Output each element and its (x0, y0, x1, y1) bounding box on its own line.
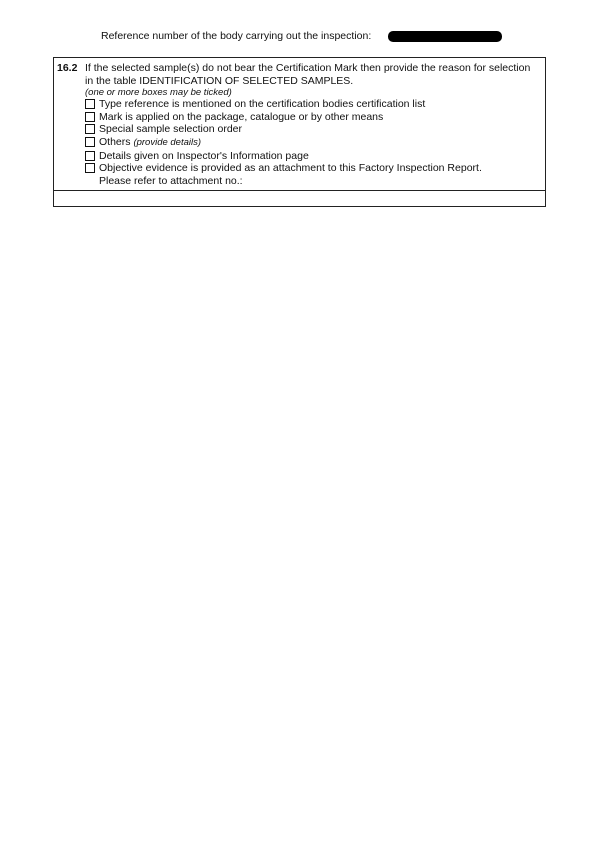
option-label: Type reference is mentioned on the certification bodies certification list (99, 98, 426, 111)
checkbox[interactable] (85, 151, 95, 161)
reference-line (101, 30, 371, 42)
section-question: If the selected sample(s) do not bear the Certification Mark then provide the reason for selection in the table IDENTIFICATION OF SELECTED SAMPLES. (85, 62, 531, 87)
option-label: Special sample selection order (99, 123, 242, 136)
section-content (85, 62, 541, 187)
redacted-reference-value (388, 31, 502, 42)
option-label: Mark is applied on the package, catalogue or by other means (99, 110, 384, 123)
checkbox[interactable] (85, 163, 95, 173)
checkbox[interactable] (85, 99, 95, 109)
option-sub-label: Please refer to attachment no.: (99, 174, 243, 187)
option-note: (provide details) (133, 136, 202, 148)
option-label: Details given on Inspector's Information page (99, 149, 309, 162)
option-type-reference[interactable] (85, 98, 541, 111)
reference-label: Reference number of the body carrying out the inspection: (101, 30, 372, 42)
checkbox[interactable] (85, 124, 95, 134)
option-others[interactable] (85, 136, 541, 150)
option-inspector-info[interactable] (85, 150, 541, 163)
option-special-order[interactable] (85, 123, 541, 136)
option-mark-applied[interactable] (85, 111, 541, 124)
option-label: Others (99, 135, 131, 148)
option-others-text (99, 136, 541, 150)
option-label: Objective evidence is provided as an attachment to this Factory Inspection Report. (99, 162, 482, 175)
section-hint: (one or more boxes may be ticked) (85, 87, 232, 99)
frame-divider (54, 190, 545, 191)
checkbox[interactable] (85, 112, 95, 122)
section-number: 16.2 (57, 62, 78, 74)
checkbox[interactable] (85, 137, 95, 147)
section-16-2-frame (53, 57, 546, 207)
option-objective-text (99, 162, 541, 187)
option-objective-evidence[interactable] (85, 162, 541, 187)
